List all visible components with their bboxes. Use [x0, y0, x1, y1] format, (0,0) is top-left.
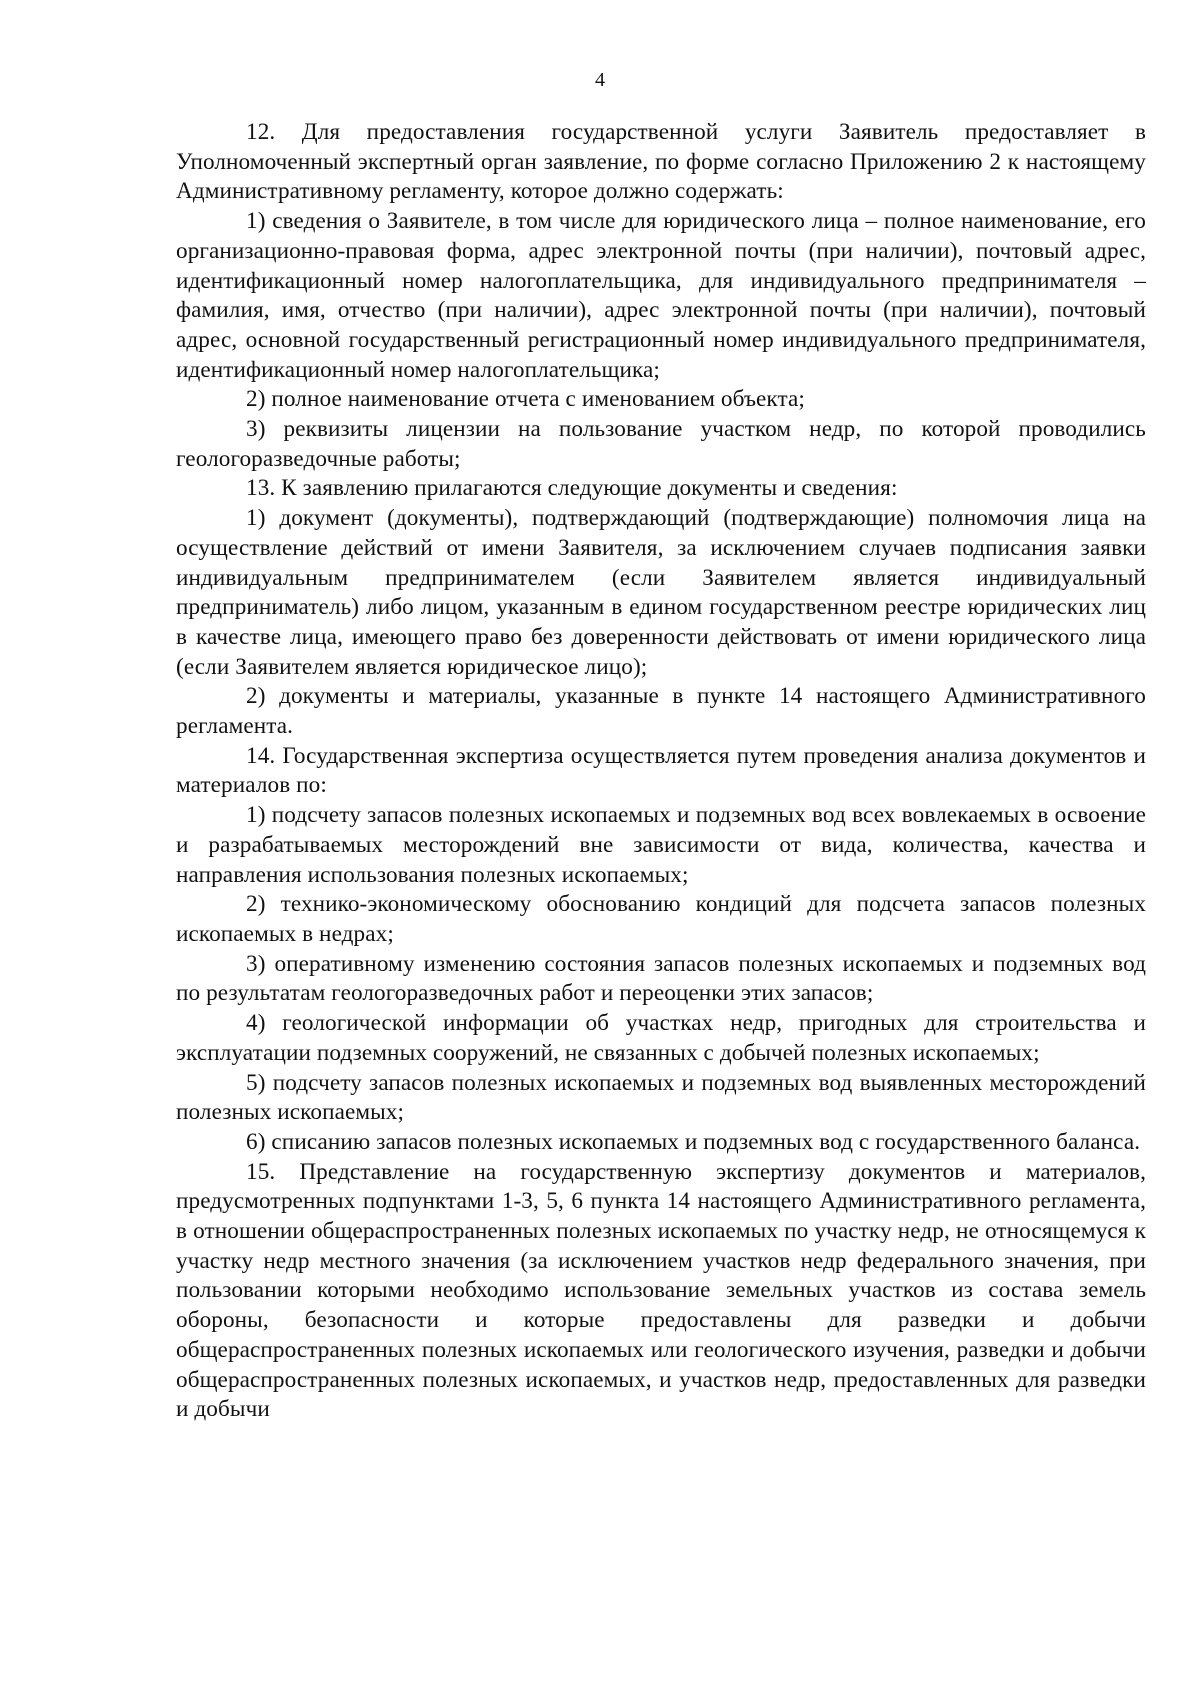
paragraph-12-item-3: 3) реквизиты лицензии на пользование участком недр, по которой проводились геологоразведочные работы; — [176, 416, 1146, 472]
paragraph-13-item-1: 1) документ (документы), подтверждающий (подтверждающие) полномочия лица на осуществление действий от имени Заявителя, за исключением случаев подписания заявки индивидуальным предпринимателем (если Заявителем является индивидуальный предприниматель) либо лицом, указанным в едином государственном реестре юридических лиц в качестве лица, имеющего право без доверенности действовать от имени юридического лица (если Заявителем является юридическое лицо); — [176, 505, 1146, 680]
paragraph-14-item-2: 2) технико-экономическому обоснованию кондиций для подсчета запасов полезных ископаемых в недрах; — [176, 891, 1146, 947]
paragraph-12-item-1: 1) сведения о Заявителе, в том числе для юридического лица – полное наименование, его организационно-правовая форма, адрес электронной почты (при наличии), почтовый адрес, идентификационный номер налогоплательщика, для индивидуального предпринимателя – фамилия, имя, отчество (при наличии), адрес электронной почты (при наличии), почтовый адрес, основной государственный регистрационный номер индивидуального предпринимателя, идентификационный номер налогоплательщика; — [176, 208, 1146, 383]
paragraph-14-item-3: 3) оперативному изменению состояния запасов полезных ископаемых и подземных вод по результатам геологоразведочных работ и переоценки этих запасов; — [176, 950, 1146, 1007]
paragraph-12: 12. Для предоставления государственной услуги Заявитель предоставляет в Уполномоченный экспертный орган заявление, по форме согласно Приложению 2 к настоящему Административному регламенту, которое должно содержать: — [176, 119, 1146, 205]
paragraph-15: 15. Представление на государственную экспертизу документов и материалов, предусмотренных подпунктами 1-3, 5, 6 пункта 14 настоящего Административного регламента, в отношении общераспространенных полезных ископаемых по участку недр, не относящемуся к участку недр местного значения (за исключением участков недр федерального значения, при пользовании которыми необходимо использование земельных участков из состава земель обороны, безопасности и которые предоставлены для разведки и добычи общераспространенных полезных ископаемых или геологического изучения, разведки и добычи общераспространенных полезных ископаемых, и участков недр, предоставленных для разведки и добычи — [176, 1158, 1146, 1423]
paragraph-14-item-1: 1) подсчету запасов полезных ископаемых и подземных вод всех вовлекаемых в освоение и разрабатываемых месторождений вне зависимости от вида, количества, качества и направления использования полезных ископаемых; — [176, 802, 1146, 888]
paragraph-12-item-2: 2) полное наименование отчета с именованием объекта; — [246, 386, 805, 413]
paragraph-14: 14. Государственная экспертиза осуществляется путем проведения анализа документов и материалов по: — [176, 742, 1146, 799]
paragraph-14-item-6: 6) списанию запасов полезных ископаемых и подземных вод с государственного баланса. — [246, 1128, 1141, 1155]
paragraph-14-item-4: 4) геологической информации об участках недр, пригодных для строительства и эксплуатации подземных сооружений, не связанных с добычей полезных ископаемых; — [176, 1010, 1146, 1066]
paragraph-14-item-5: 5) подсчету запасов полезных ископаемых и подземных вод выявленных месторождений полезных ископаемых; — [176, 1069, 1146, 1126]
paragraph-13: 13. К заявлению прилагаются следующие документы и сведения: — [246, 475, 898, 502]
page-number: 4 — [595, 69, 605, 91]
paragraph-13-item-2: 2) документы и материалы, указанные в пункте 14 настоящего Административного регламента. — [176, 683, 1146, 740]
document-body — [176, 118, 1146, 1425]
